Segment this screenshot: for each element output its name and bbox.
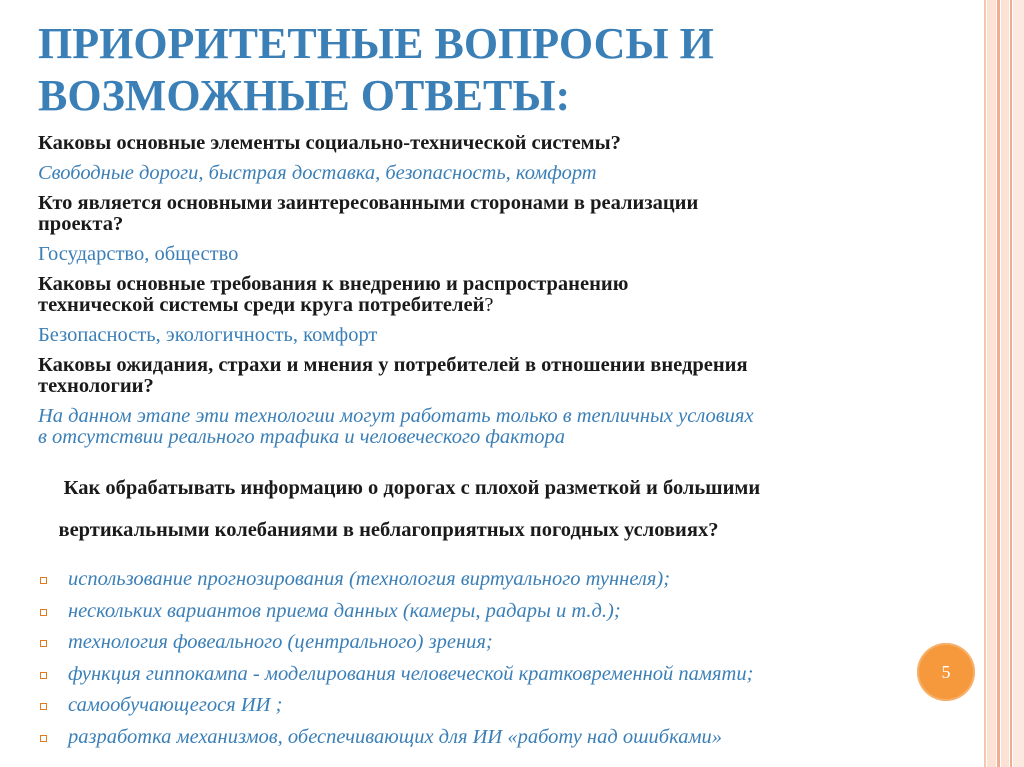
list-item-text: использование прогнозирования (технология виртуального туннеля); <box>68 568 671 590</box>
question-line: Кто является основными заинтересованными сторонами в реализации <box>38 192 699 214</box>
list-item-text: функция гиппокампа - моделирования человеческой кратковременной памяти; <box>68 662 754 685</box>
answer <box>38 406 978 448</box>
square-bullet-icon <box>40 735 47 742</box>
answer-line: в отсутствии реального трафика и человеческого фактора <box>38 426 566 448</box>
list-item <box>38 659 978 691</box>
list-item-text: разработка механизмов, обеспечивающих для ИИ «работу над ошибками» <box>68 725 723 748</box>
answer: Свободные дороги, быстрая доставка, безопасность, комфорт <box>38 162 597 184</box>
bullet-list <box>38 564 978 753</box>
question-line: вертикальными колебаниями в неблагоприятных погодных условиях? <box>58 519 719 541</box>
square-bullet-icon <box>40 609 47 616</box>
question-line: технологии? <box>38 375 154 397</box>
square-bullet-icon <box>40 577 47 584</box>
question-line: Как обрабатывать информацию о дорогах с плохой разметкой и большими <box>58 477 761 499</box>
list-item-text: нескольких вариантов приема данных (камеры, радары и т.д.); <box>68 599 621 622</box>
slide-content <box>38 133 978 753</box>
stripe <box>984 0 986 767</box>
question <box>38 193 978 235</box>
question <box>38 355 978 397</box>
question-tail: ? <box>484 294 494 316</box>
slide-title-line: ВОЗМОЖНЫЕ ОТВЕТЫ: <box>38 71 571 120</box>
answer: Государство, общество <box>38 243 239 265</box>
square-bullet-icon <box>40 672 47 679</box>
decorative-stripes <box>984 0 1024 767</box>
square-bullet-icon <box>40 640 47 647</box>
slide-title-line: ПРИОРИТЕТНЫЕ ВОПРОСЫ И <box>38 19 714 68</box>
list-item <box>38 596 978 628</box>
question: Каковы основные элементы социально-технической системы? <box>38 132 621 154</box>
stripe <box>987 0 996 767</box>
question-line: Каковы ожидания, страхи и мнения у потребителей в отношении внедрения <box>38 354 748 376</box>
list-item <box>38 690 978 722</box>
list-item <box>38 627 978 659</box>
page-number-badge <box>917 643 975 701</box>
list-item-text: самообучающегося ИИ ; <box>68 694 283 716</box>
answer-line: На данном этапе эти технологии могут работать только в тепличных условиях <box>38 405 754 427</box>
list-item <box>38 722 978 754</box>
list-item-text: технология фовеального (центрального) зрения; <box>68 631 493 653</box>
stripe <box>997 0 1000 767</box>
question <box>38 457 978 562</box>
question-line: Каковы основные требования к внедрению и распространению <box>38 273 629 295</box>
question <box>38 274 978 316</box>
stripe <box>1013 0 1024 767</box>
page-number: 5 <box>941 661 951 682</box>
stripe <box>1001 0 1009 767</box>
stripe <box>1010 0 1012 767</box>
answer: Безопасность, экологичность, комфорт <box>38 324 378 346</box>
square-bullet-icon <box>40 703 47 710</box>
list-item <box>38 564 978 596</box>
question-line: технической системы среди круга потребителей <box>38 294 485 316</box>
slide-title <box>38 18 938 122</box>
question-line: проекта? <box>38 213 124 235</box>
